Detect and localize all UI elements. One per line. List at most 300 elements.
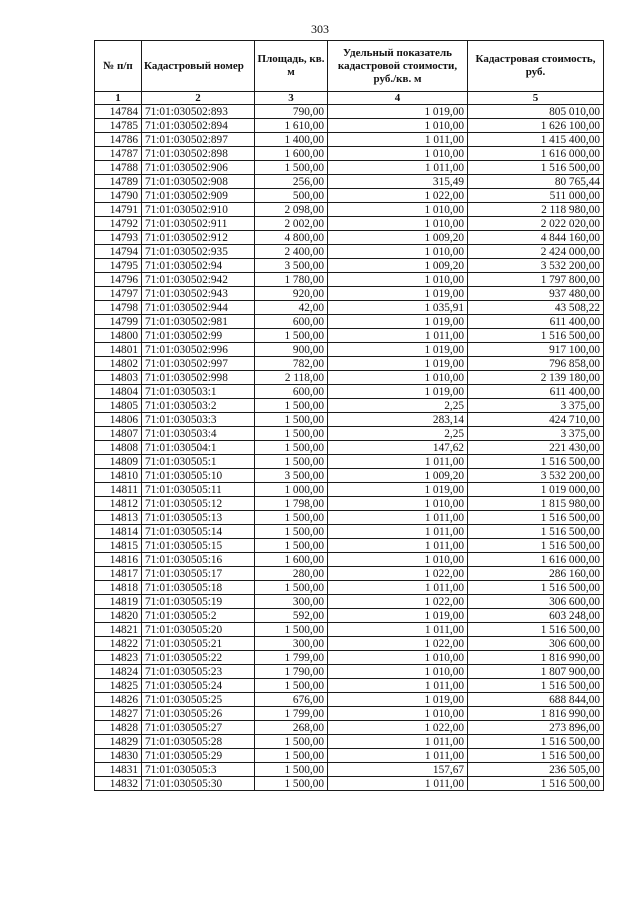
- cell-area: 2 098,00: [255, 203, 328, 217]
- cell-specific-rate: 1 011,00: [328, 455, 468, 469]
- cell-cadastral-number: 71:01:030504:1: [142, 441, 255, 455]
- cell-cadastral-cost: 1 816 990,00: [468, 707, 604, 721]
- table-row: [95, 665, 604, 679]
- cell-cadastral-number: 71:01:030505:3: [142, 763, 255, 777]
- cell-row-number: 14803: [95, 371, 142, 385]
- cell-area: 42,00: [255, 301, 328, 315]
- cell-specific-rate: 1 011,00: [328, 161, 468, 175]
- cell-area: 1 000,00: [255, 483, 328, 497]
- cell-cadastral-cost: 1 797 800,00: [468, 273, 604, 287]
- cell-cadastral-cost: 286 160,00: [468, 567, 604, 581]
- cell-specific-rate: 1 011,00: [328, 329, 468, 343]
- cell-cadastral-cost: 1 516 500,00: [468, 455, 604, 469]
- cell-area: 1 600,00: [255, 147, 328, 161]
- cell-specific-rate: 1 011,00: [328, 749, 468, 763]
- table-row: [95, 441, 604, 455]
- table-row: [95, 287, 604, 301]
- cell-specific-rate: 1 019,00: [328, 385, 468, 399]
- cell-area: 900,00: [255, 343, 328, 357]
- cell-cadastral-number: 71:01:030502:910: [142, 203, 255, 217]
- cell-cadastral-number: 71:01:030502:894: [142, 119, 255, 133]
- cell-area: 920,00: [255, 287, 328, 301]
- cell-cadastral-cost: 1 516 500,00: [468, 735, 604, 749]
- cell-cadastral-cost: 3 375,00: [468, 399, 604, 413]
- cell-row-number: 14799: [95, 315, 142, 329]
- cell-area: 4 800,00: [255, 231, 328, 245]
- cell-row-number: 14802: [95, 357, 142, 371]
- cell-cadastral-cost: 4 844 160,00: [468, 231, 604, 245]
- column-number-row: [95, 92, 604, 105]
- cell-area: 1 500,00: [255, 623, 328, 637]
- cell-row-number: 14796: [95, 273, 142, 287]
- cell-row-number: 14797: [95, 287, 142, 301]
- cell-specific-rate: 1 019,00: [328, 693, 468, 707]
- cell-row-number: 14792: [95, 217, 142, 231]
- table-row: [95, 721, 604, 735]
- cell-cadastral-number: 71:01:030505:10: [142, 469, 255, 483]
- cell-specific-rate: 1 010,00: [328, 651, 468, 665]
- cell-cadastral-number: 71:01:030503:4: [142, 427, 255, 441]
- cell-cadastral-cost: 1 616 000,00: [468, 147, 604, 161]
- cell-row-number: 14831: [95, 763, 142, 777]
- cell-row-number: 14819: [95, 595, 142, 609]
- cell-cadastral-number: 71:01:030502:911: [142, 217, 255, 231]
- table-row: [95, 735, 604, 749]
- table-row: [95, 427, 604, 441]
- table-row: [95, 511, 604, 525]
- cell-cadastral-number: 71:01:030505:14: [142, 525, 255, 539]
- cell-cadastral-cost: 1 516 500,00: [468, 581, 604, 595]
- cell-area: 1 500,00: [255, 679, 328, 693]
- cell-area: 1 600,00: [255, 553, 328, 567]
- cell-row-number: 14814: [95, 525, 142, 539]
- table-row: [95, 637, 604, 651]
- cell-cadastral-number: 71:01:030505:29: [142, 749, 255, 763]
- table-row: [95, 763, 604, 777]
- cell-row-number: 14794: [95, 245, 142, 259]
- cell-specific-rate: 1 019,00: [328, 105, 468, 119]
- cell-area: 1 400,00: [255, 133, 328, 147]
- cell-row-number: 14789: [95, 175, 142, 189]
- cell-row-number: 14793: [95, 231, 142, 245]
- cell-cadastral-cost: 688 844,00: [468, 693, 604, 707]
- cell-area: 1 500,00: [255, 413, 328, 427]
- cell-area: 1 500,00: [255, 511, 328, 525]
- column-number: 3: [255, 92, 328, 105]
- cell-cadastral-number: 71:01:030505:22: [142, 651, 255, 665]
- cell-row-number: 14830: [95, 749, 142, 763]
- cell-row-number: 14795: [95, 259, 142, 273]
- cell-cadastral-cost: 273 896,00: [468, 721, 604, 735]
- table-row: [95, 245, 604, 259]
- cell-cadastral-cost: 1 516 500,00: [468, 511, 604, 525]
- table-row: [95, 301, 604, 315]
- cell-cadastral-number: 71:01:030505:28: [142, 735, 255, 749]
- cell-row-number: 14817: [95, 567, 142, 581]
- cell-specific-rate: 1 011,00: [328, 735, 468, 749]
- cell-cadastral-cost: 306 600,00: [468, 637, 604, 651]
- cell-cadastral-cost: 1 516 500,00: [468, 749, 604, 763]
- cell-specific-rate: 1 022,00: [328, 595, 468, 609]
- cell-area: 1 500,00: [255, 525, 328, 539]
- cell-specific-rate: 1 022,00: [328, 721, 468, 735]
- table-row: [95, 707, 604, 721]
- table-row: [95, 469, 604, 483]
- cell-row-number: 14785: [95, 119, 142, 133]
- cell-specific-rate: 1 011,00: [328, 777, 468, 791]
- table-row: [95, 133, 604, 147]
- cell-row-number: 14822: [95, 637, 142, 651]
- cell-cadastral-number: 71:01:030503:1: [142, 385, 255, 399]
- cell-row-number: 14800: [95, 329, 142, 343]
- cell-cadastral-number: 71:01:030502:908: [142, 175, 255, 189]
- cell-area: 1 500,00: [255, 455, 328, 469]
- cell-area: 782,00: [255, 357, 328, 371]
- cell-cadastral-cost: 2 424 000,00: [468, 245, 604, 259]
- header-area: Площадь, кв. м: [255, 41, 328, 92]
- cell-cadastral-cost: 603 248,00: [468, 609, 604, 623]
- cell-specific-rate: 1 010,00: [328, 245, 468, 259]
- cell-row-number: 14829: [95, 735, 142, 749]
- cell-cadastral-cost: 1 516 500,00: [468, 329, 604, 343]
- table-row: [95, 399, 604, 413]
- cell-specific-rate: 1 011,00: [328, 679, 468, 693]
- table-row: [95, 777, 604, 791]
- cell-row-number: 14826: [95, 693, 142, 707]
- cell-cadastral-number: 71:01:030505:25: [142, 693, 255, 707]
- table-row: [95, 749, 604, 763]
- cell-cadastral-number: 71:01:030505:30: [142, 777, 255, 791]
- table-row: [95, 539, 604, 553]
- cell-row-number: 14820: [95, 609, 142, 623]
- cell-row-number: 14798: [95, 301, 142, 315]
- column-number: 2: [142, 92, 255, 105]
- cell-row-number: 14788: [95, 161, 142, 175]
- cell-cadastral-cost: 424 710,00: [468, 413, 604, 427]
- cell-cadastral-cost: 43 508,22: [468, 301, 604, 315]
- cell-specific-rate: 1 011,00: [328, 525, 468, 539]
- cell-cadastral-cost: 2 118 980,00: [468, 203, 604, 217]
- cell-specific-rate: 1 011,00: [328, 133, 468, 147]
- cell-row-number: 14805: [95, 399, 142, 413]
- cell-cadastral-number: 71:01:030505:27: [142, 721, 255, 735]
- cell-specific-rate: 1 011,00: [328, 623, 468, 637]
- cell-area: 1 790,00: [255, 665, 328, 679]
- table-row: [95, 217, 604, 231]
- cell-area: 1 500,00: [255, 427, 328, 441]
- cell-cadastral-number: 71:01:030502:996: [142, 343, 255, 357]
- cell-area: 500,00: [255, 189, 328, 203]
- cell-cadastral-number: 71:01:030505:23: [142, 665, 255, 679]
- cell-specific-rate: 1 019,00: [328, 357, 468, 371]
- cell-row-number: 14821: [95, 623, 142, 637]
- table-row: [95, 455, 604, 469]
- cell-row-number: 14818: [95, 581, 142, 595]
- cell-cadastral-cost: 1 807 900,00: [468, 665, 604, 679]
- cell-cadastral-cost: 1 516 500,00: [468, 679, 604, 693]
- header-cadastral-cost: Кадастровая стоимость, руб.: [468, 41, 604, 92]
- cell-area: 2 400,00: [255, 245, 328, 259]
- cell-cadastral-cost: 1 415 400,00: [468, 133, 604, 147]
- cell-area: 2 002,00: [255, 217, 328, 231]
- header-row-number: № п/п: [95, 41, 142, 92]
- cell-area: 1 500,00: [255, 581, 328, 595]
- cell-row-number: 14787: [95, 147, 142, 161]
- cell-specific-rate: 1 011,00: [328, 539, 468, 553]
- table-row: [95, 483, 604, 497]
- cell-cadastral-cost: 611 400,00: [468, 385, 604, 399]
- table-row: [95, 147, 604, 161]
- cell-cadastral-cost: 3 532 200,00: [468, 469, 604, 483]
- cell-cadastral-cost: 1 626 100,00: [468, 119, 604, 133]
- table-row: [95, 413, 604, 427]
- table-row: [95, 119, 604, 133]
- table-body: [95, 105, 604, 791]
- table-row: [95, 385, 604, 399]
- cell-row-number: 14791: [95, 203, 142, 217]
- cell-cadastral-number: 71:01:030502:998: [142, 371, 255, 385]
- cell-specific-rate: 1 010,00: [328, 707, 468, 721]
- table-row: [95, 231, 604, 245]
- cell-row-number: 14832: [95, 777, 142, 791]
- cell-specific-rate: 1 009,20: [328, 469, 468, 483]
- cell-cadastral-cost: 306 600,00: [468, 595, 604, 609]
- cell-area: 3 500,00: [255, 469, 328, 483]
- cell-specific-rate: 2,25: [328, 427, 468, 441]
- table-row: [95, 581, 604, 595]
- cell-cadastral-number: 71:01:030502:943: [142, 287, 255, 301]
- table-row: [95, 203, 604, 217]
- cell-cadastral-number: 71:01:030503:2: [142, 399, 255, 413]
- cell-row-number: 14808: [95, 441, 142, 455]
- cell-area: 268,00: [255, 721, 328, 735]
- cell-cadastral-cost: 1 516 500,00: [468, 161, 604, 175]
- cell-row-number: 14804: [95, 385, 142, 399]
- cell-area: 300,00: [255, 637, 328, 651]
- table-row: [95, 679, 604, 693]
- table-row: [95, 553, 604, 567]
- cell-row-number: 14828: [95, 721, 142, 735]
- cell-specific-rate: 1 010,00: [328, 553, 468, 567]
- cell-cadastral-number: 71:01:030502:893: [142, 105, 255, 119]
- cell-cadastral-number: 71:01:030505:12: [142, 497, 255, 511]
- cell-cadastral-number: 71:01:030505:13: [142, 511, 255, 525]
- cell-area: 256,00: [255, 175, 328, 189]
- table-row: [95, 175, 604, 189]
- cell-cadastral-cost: 1 019 000,00: [468, 483, 604, 497]
- cell-specific-rate: 1 019,00: [328, 315, 468, 329]
- cell-area: 1 500,00: [255, 749, 328, 763]
- table-row: [95, 623, 604, 637]
- cell-area: 1 798,00: [255, 497, 328, 511]
- cell-cadastral-number: 71:01:030502:897: [142, 133, 255, 147]
- cell-cadastral-number: 71:01:030502:912: [142, 231, 255, 245]
- table-row: [95, 567, 604, 581]
- cell-area: 600,00: [255, 315, 328, 329]
- table-row: [95, 497, 604, 511]
- cell-row-number: 14790: [95, 189, 142, 203]
- cell-area: 1 610,00: [255, 119, 328, 133]
- cell-specific-rate: 1 019,00: [328, 343, 468, 357]
- cell-specific-rate: 283,14: [328, 413, 468, 427]
- cell-area: 1 500,00: [255, 735, 328, 749]
- cell-row-number: 14827: [95, 707, 142, 721]
- table-row: [95, 343, 604, 357]
- cell-cadastral-number: 71:01:030502:94: [142, 259, 255, 273]
- cell-row-number: 14823: [95, 651, 142, 665]
- cell-cadastral-cost: 2 022 020,00: [468, 217, 604, 231]
- cell-specific-rate: 1 010,00: [328, 497, 468, 511]
- cell-specific-rate: 1 009,20: [328, 231, 468, 245]
- cell-area: 592,00: [255, 609, 328, 623]
- cell-area: 1 500,00: [255, 329, 328, 343]
- cell-cadastral-cost: 80 765,44: [468, 175, 604, 189]
- cell-specific-rate: 1 019,00: [328, 609, 468, 623]
- table-row: [95, 609, 604, 623]
- cell-cadastral-number: 71:01:030505:11: [142, 483, 255, 497]
- table-row: [95, 329, 604, 343]
- cell-cadastral-cost: 1 516 500,00: [468, 623, 604, 637]
- cell-area: 1 799,00: [255, 651, 328, 665]
- cell-cadastral-cost: 1 815 980,00: [468, 497, 604, 511]
- cell-specific-rate: 1 010,00: [328, 273, 468, 287]
- cell-specific-rate: 1 019,00: [328, 287, 468, 301]
- cell-cadastral-number: 71:01:030505:19: [142, 595, 255, 609]
- table-row: [95, 273, 604, 287]
- cell-cadastral-number: 71:01:030505:1: [142, 455, 255, 469]
- cell-row-number: 14801: [95, 343, 142, 357]
- cell-cadastral-number: 71:01:030502:981: [142, 315, 255, 329]
- cell-row-number: 14809: [95, 455, 142, 469]
- table-row: [95, 315, 604, 329]
- cell-area: 1 780,00: [255, 273, 328, 287]
- cell-cadastral-number: 71:01:030502:898: [142, 147, 255, 161]
- cell-cadastral-cost: 796 858,00: [468, 357, 604, 371]
- table-row: [95, 595, 604, 609]
- cell-specific-rate: 1 010,00: [328, 119, 468, 133]
- cell-cadastral-cost: 805 010,00: [468, 105, 604, 119]
- cell-row-number: 14815: [95, 539, 142, 553]
- cell-area: 2 118,00: [255, 371, 328, 385]
- cell-specific-rate: 315,49: [328, 175, 468, 189]
- cell-area: 1 500,00: [255, 441, 328, 455]
- cell-area: 790,00: [255, 105, 328, 119]
- cell-cadastral-cost: 1 816 990,00: [468, 651, 604, 665]
- cell-cadastral-number: 71:01:030502:935: [142, 245, 255, 259]
- column-number: 5: [468, 92, 604, 105]
- cell-cadastral-cost: 1 516 500,00: [468, 777, 604, 791]
- cell-cadastral-number: 71:01:030505:20: [142, 623, 255, 637]
- header-cadastral-number: Кадастровый номер: [142, 41, 255, 92]
- cell-area: 300,00: [255, 595, 328, 609]
- cell-area: 1 799,00: [255, 707, 328, 721]
- cell-specific-rate: 1 022,00: [328, 637, 468, 651]
- cell-cadastral-cost: 1 616 000,00: [468, 553, 604, 567]
- cell-area: 676,00: [255, 693, 328, 707]
- cell-area: 1 500,00: [255, 777, 328, 791]
- cell-area: 280,00: [255, 567, 328, 581]
- cell-row-number: 14784: [95, 105, 142, 119]
- cell-cadastral-cost: 3 532 200,00: [468, 259, 604, 273]
- header-specific-rate: Удельный показатель кадастровой стоимости, руб./кв. м: [328, 41, 468, 92]
- cell-specific-rate: 1 019,00: [328, 483, 468, 497]
- cell-cadastral-number: 71:01:030505:17: [142, 567, 255, 581]
- cell-specific-rate: 1 022,00: [328, 567, 468, 581]
- cell-row-number: 14806: [95, 413, 142, 427]
- cell-specific-rate: 1 035,91: [328, 301, 468, 315]
- cell-cadastral-number: 71:01:030505:15: [142, 539, 255, 553]
- cell-specific-rate: 157,67: [328, 763, 468, 777]
- table-row: [95, 371, 604, 385]
- page-number: 303: [311, 22, 329, 36]
- cell-specific-rate: 1 010,00: [328, 203, 468, 217]
- cell-cadastral-cost: 511 000,00: [468, 189, 604, 203]
- cell-specific-rate: 1 010,00: [328, 217, 468, 231]
- cell-area: 3 500,00: [255, 259, 328, 273]
- column-number: 1: [95, 92, 142, 105]
- table-row: [95, 161, 604, 175]
- cell-area: 1 500,00: [255, 763, 328, 777]
- cell-specific-rate: 1 009,20: [328, 259, 468, 273]
- cell-cadastral-number: 71:01:030502:99: [142, 329, 255, 343]
- cell-area: 1 500,00: [255, 399, 328, 413]
- table-row: [95, 525, 604, 539]
- cell-cadastral-number: 71:01:030505:2: [142, 609, 255, 623]
- cell-row-number: 14816: [95, 553, 142, 567]
- table-header-row: [95, 41, 604, 92]
- cell-row-number: 14825: [95, 679, 142, 693]
- cell-cadastral-cost: 937 480,00: [468, 287, 604, 301]
- cell-cadastral-cost: 1 516 500,00: [468, 539, 604, 553]
- cell-specific-rate: 1 022,00: [328, 189, 468, 203]
- cell-area: 1 500,00: [255, 539, 328, 553]
- cell-specific-rate: 1 010,00: [328, 665, 468, 679]
- cell-cadastral-cost: 236 505,00: [468, 763, 604, 777]
- table-row: [95, 259, 604, 273]
- table-row: [95, 105, 604, 119]
- cell-specific-rate: 1 010,00: [328, 371, 468, 385]
- cell-cadastral-number: 71:01:030502:909: [142, 189, 255, 203]
- cell-row-number: 14824: [95, 665, 142, 679]
- cell-row-number: 14813: [95, 511, 142, 525]
- cell-area: 600,00: [255, 385, 328, 399]
- table-row: [95, 693, 604, 707]
- cell-specific-rate: 1 010,00: [328, 147, 468, 161]
- cell-area: 1 500,00: [255, 161, 328, 175]
- cell-cadastral-number: 71:01:030502:997: [142, 357, 255, 371]
- cell-specific-rate: 1 011,00: [328, 581, 468, 595]
- cell-row-number: 14811: [95, 483, 142, 497]
- table-row: [95, 651, 604, 665]
- cell-cadastral-cost: 2 139 180,00: [468, 371, 604, 385]
- cell-cadastral-number: 71:01:030505:21: [142, 637, 255, 651]
- cell-cadastral-cost: 611 400,00: [468, 315, 604, 329]
- cell-cadastral-cost: 221 430,00: [468, 441, 604, 455]
- cell-specific-rate: 1 011,00: [328, 511, 468, 525]
- cell-row-number: 14812: [95, 497, 142, 511]
- cell-cadastral-number: 71:01:030503:3: [142, 413, 255, 427]
- cell-cadastral-number: 71:01:030502:906: [142, 161, 255, 175]
- cell-cadastral-cost: 1 516 500,00: [468, 525, 604, 539]
- table-row: [95, 189, 604, 203]
- cell-cadastral-number: 71:01:030502:944: [142, 301, 255, 315]
- cell-specific-rate: 2,25: [328, 399, 468, 413]
- cell-row-number: 14786: [95, 133, 142, 147]
- cell-cadastral-number: 71:01:030505:26: [142, 707, 255, 721]
- cell-cadastral-cost: 3 375,00: [468, 427, 604, 441]
- cell-cadastral-number: 71:01:030505:18: [142, 581, 255, 595]
- cell-row-number: 14807: [95, 427, 142, 441]
